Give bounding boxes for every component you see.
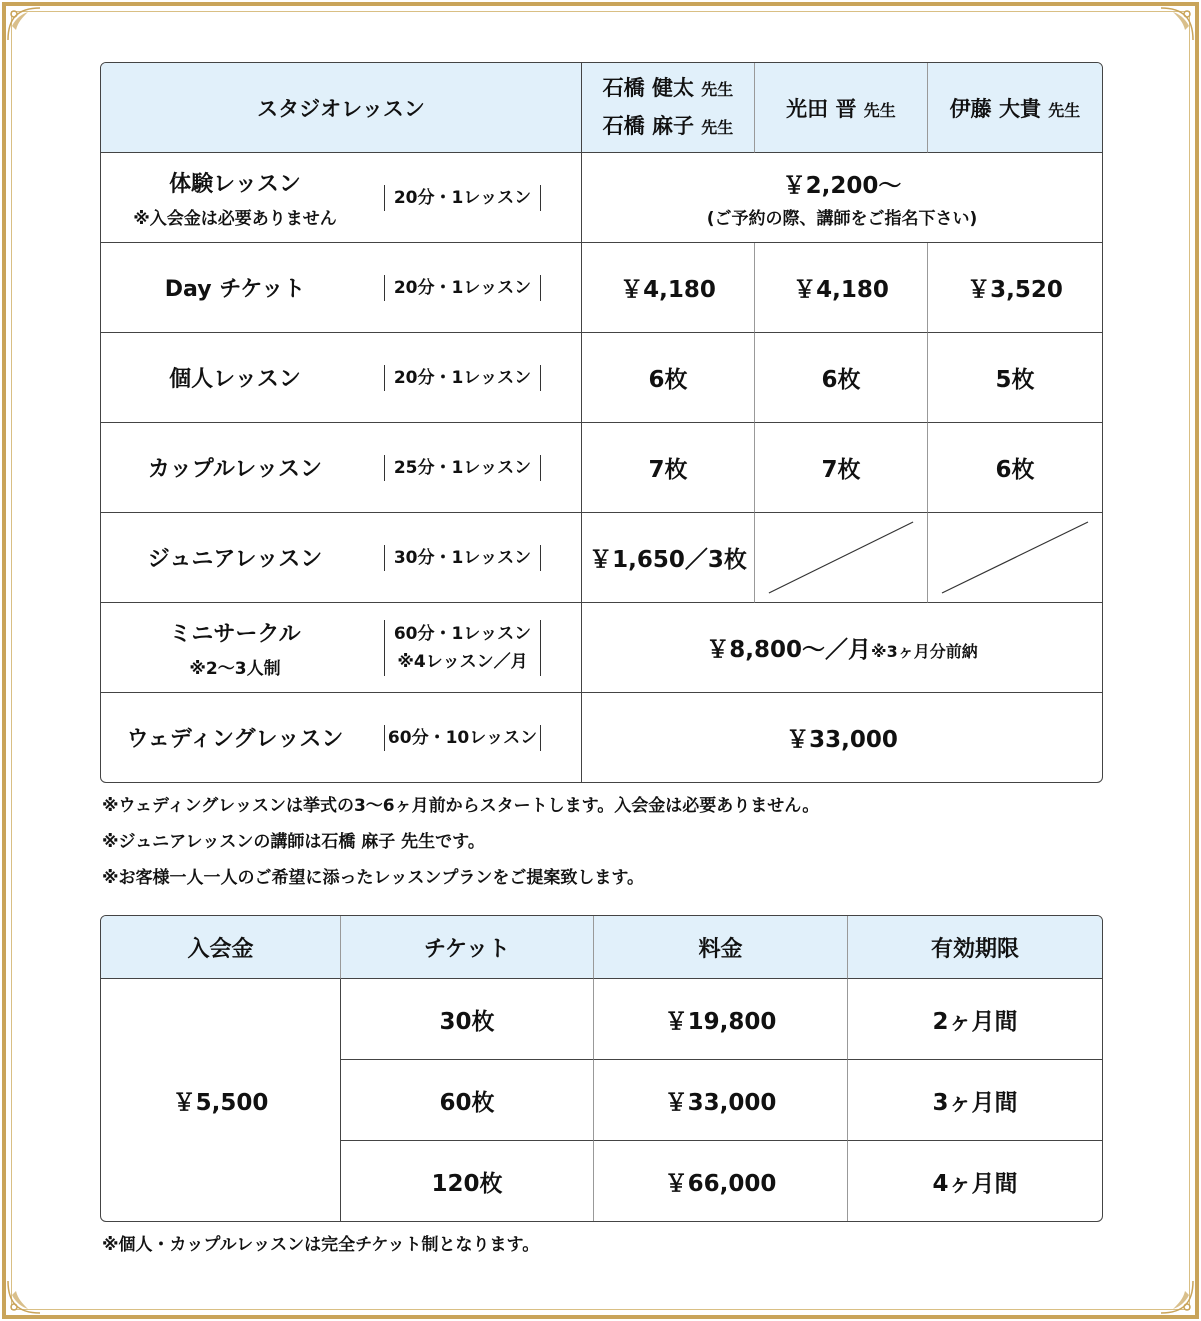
notes-block [102,788,819,896]
lesson-name: Day チケット [164,277,306,302]
lesson-name-cell [101,513,582,603]
header-teacher-mitsuda [755,63,928,153]
ticket-price: ￥66,000 [594,1141,848,1221]
lesson-duration: 60分・10レッスン [384,725,541,751]
lesson-note: ※2〜3人制 [189,658,281,679]
table-row [101,513,1102,603]
ticket-validity: 4ヶ月間 [932,1170,1018,1197]
price-cell [582,243,755,333]
table-row [101,243,1102,333]
duration-line: ※4レッスン／月 [397,651,528,672]
lesson-duration: 20分・1レッスン [384,275,541,301]
note-line: ※ウェディングレッスンは挙式の3〜6ヶ月前からスタートします。入会金は必要ありません。 [102,796,820,816]
lesson-price-table [100,62,1103,783]
not-available-cell [755,513,928,603]
cell-value: ￥1,650／3枚 [589,547,747,573]
table-row [101,423,1102,513]
price-cell [755,243,928,333]
table-header-row [101,63,1102,153]
ticket-cell [582,423,755,513]
cell-value: 6枚 [648,367,688,393]
corner-ornament-icon [1157,1277,1197,1317]
lesson-price: ￥33,000 [786,727,898,753]
lesson-duration: 20分・1レッスン [384,365,541,391]
ticket-cell [582,333,755,423]
table-row [101,333,1102,423]
header-validity: 有効期限 [848,916,1102,979]
lesson-name: 体験レッスン [169,171,301,197]
cell-value: 7枚 [648,457,688,483]
lesson-name-cell [101,153,582,243]
teacher-name: 伊藤 大貴 [949,96,1041,121]
teacher-suffix: 先生 [701,117,734,137]
table-row [101,153,1102,243]
cell-value: 6枚 [821,367,861,393]
diagonal-slash-icon [755,513,927,602]
lesson-name: ミニサークル [169,621,301,647]
price-cell [582,693,1102,782]
cell-value: 6枚 [995,457,1035,483]
lesson-duration: 20分・1レッスン [384,185,541,211]
admission-fee-cell: ￥5,500 [101,979,341,1221]
lesson-name-cell [101,243,582,333]
teacher-suffix: 先生 [1048,100,1081,120]
corner-ornament-icon [1157,4,1197,44]
header-price: 料金 [594,916,848,979]
lesson-name: 個人レッスン [169,367,301,392]
diagonal-slash-icon [928,513,1102,602]
price-subnote: (ご予約の際、講師をご指名下さい) [706,208,978,229]
table-header-row [101,916,1102,979]
lesson-duration: 30分・1レッスン [384,545,541,571]
cell-value: 7枚 [821,457,861,483]
lesson-name-cell [101,423,582,513]
teacher-name: 光田 晋 [786,96,857,121]
lesson-price: ￥8,800〜／月 [706,637,872,663]
lesson-duration: 25分・1レッスン [384,455,541,481]
table-row [101,603,1102,693]
lesson-name: ウェディングレッスン [126,727,344,752]
lesson-duration [384,620,541,676]
cell-value: ￥3,520 [967,277,1063,303]
teacher-name: 石橋 麻子 [602,113,694,138]
teacher-suffix: 先生 [701,79,734,99]
ticket-count: 60枚 [341,1060,594,1141]
lesson-name-cell [101,333,582,423]
corner-ornament-icon [4,1277,44,1317]
header-teacher-ishibashi [582,63,755,153]
ticket-count: 30枚 [341,979,594,1060]
lesson-name: ジュニアレッスン [147,547,323,572]
ticket-validity: 3ヶ月間 [848,1060,1102,1141]
header-studio-lesson [101,63,582,153]
teacher-suffix: 先生 [863,100,896,120]
ticket-price: ￥33,000 [594,1060,848,1141]
price-cell [582,153,1102,243]
header-tickets: チケット [341,916,594,979]
header-admission-fee: 入会金 [101,916,341,979]
cell-value: ￥4,180 [620,277,716,303]
header-teacher-ito [928,63,1102,153]
corner-ornament-icon [4,4,44,44]
not-available-cell [928,513,1102,603]
lesson-name-cell [101,603,582,693]
ticket-validity: 2ヶ月間 [848,979,1102,1060]
ticket-cell [928,333,1102,423]
ticket-cell [755,333,928,423]
footer-note: ※個人・カップルレッスンは完全チケット制となります。 [102,1235,540,1255]
price-cell [928,243,1102,333]
ticket-cell [928,423,1102,513]
price-cell [582,603,1102,693]
table-row [101,979,1102,1060]
lesson-price: ￥2,200〜 [782,172,902,199]
teacher-name: 石橋 健太 [602,75,694,100]
price-note: ※3ヶ月分前納 [871,642,978,661]
lesson-note: ※入会金は必要ありません [133,208,337,229]
ticket-price: ￥19,800 [594,979,848,1060]
duration-line: 60分・1レッスン [393,623,532,644]
note-line: ※お客様一人一人のご希望に添ったレッスンプランをご提案致します。 [102,868,644,888]
cell-value: ￥4,180 [793,277,889,303]
table-row [101,693,1102,782]
lesson-name-cell [101,693,582,782]
price-cell [582,513,755,603]
ticket-cell [755,423,928,513]
note-line: ※ジュニアレッスンの講師は石橋 麻子 先生です。 [102,832,485,852]
cell-value: 5枚 [995,367,1035,393]
header-title: スタジオレッスン [257,96,425,121]
lesson-name: カップルレッスン [147,457,323,482]
ticket-count: 120枚 [341,1141,594,1221]
ticket-price-table [100,915,1103,1222]
